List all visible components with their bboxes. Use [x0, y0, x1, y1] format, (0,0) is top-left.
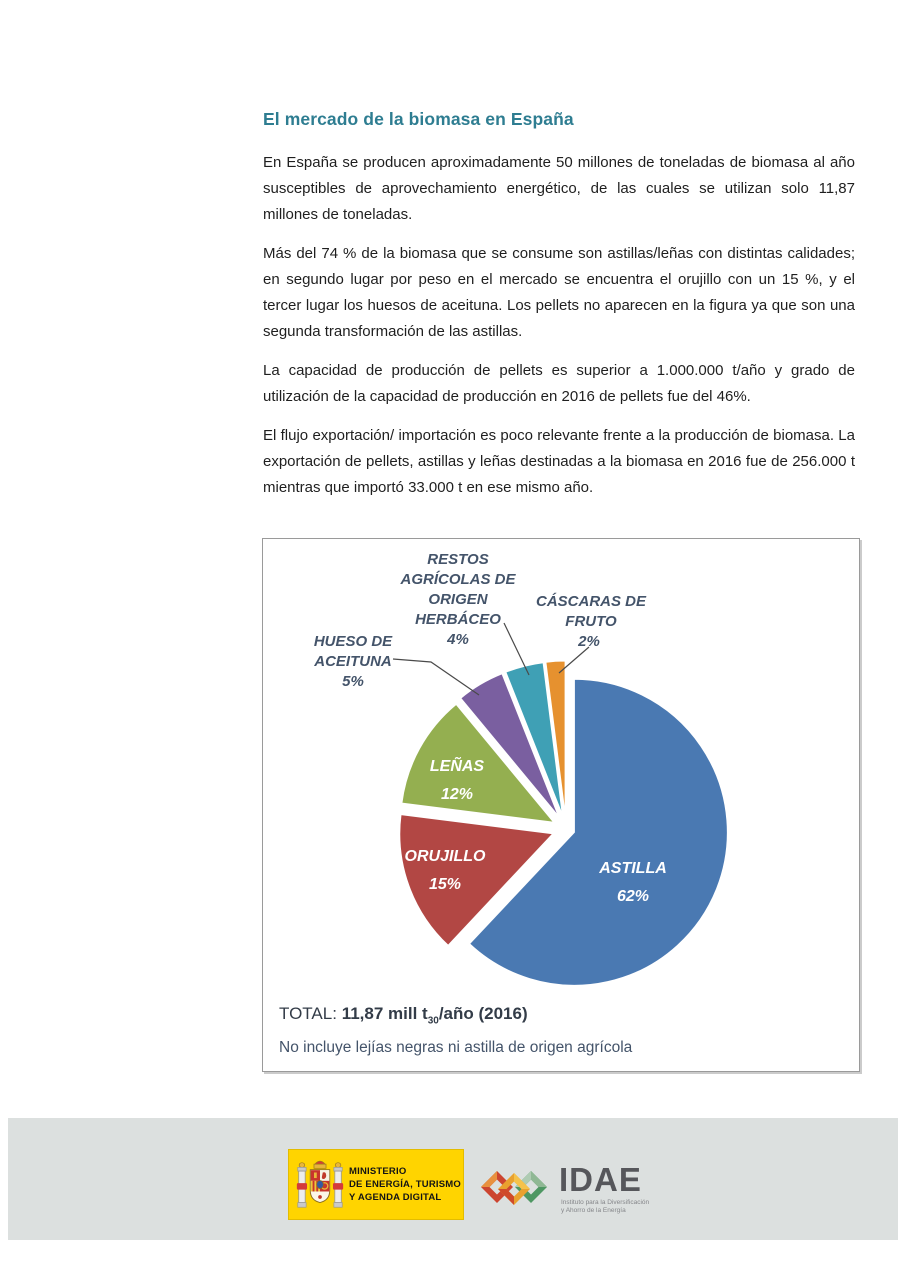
footer-band [8, 1118, 898, 1240]
ministry-text [349, 1165, 461, 1204]
pie-label-restos-pct: 4% [447, 631, 469, 648]
biomass-pie-chart-frame [262, 538, 860, 1072]
spain-coat-of-arms-icon [295, 1155, 345, 1215]
paragraph-4: El flujo exportación/ importación es poco relevante frente a la producción de biomasa. La exportación de pellets, astillas y leñas destinadas a la biomasa en 2016 fue de 256.000 t mientras que importó 33.000 t en ese mismo año. [263, 427, 855, 496]
idae-sub-line-1: Instituto para la Diversificación [561, 1199, 650, 1206]
pie-label-astilla-pct: 62% [616, 888, 650, 905]
pie-label-restos-4: HERBÁCEO [415, 611, 501, 628]
text-column [263, 109, 855, 514]
paragraph-3: La capacidad de producción de pellets es superior a 1.000.000 t/año y grado de utilización de la capacidad de producción en 2016 de pellets fue del 46%. [263, 362, 855, 405]
pie-label-cascaras-2: FRUTO [565, 613, 617, 630]
pie-label-orujillo: ORUJILLO [404, 848, 486, 865]
idae-logo-text: IDAE [559, 1161, 642, 1198]
chart-total-subscript: 30 [427, 1015, 439, 1027]
pie-label-restos-3: ORIGEN [428, 591, 488, 608]
chart-total-suffix: /año (2016) [438, 1004, 528, 1023]
chart-footnote: No incluye lejías negras ni astilla de origen agrícola [279, 1039, 633, 1057]
pie-label-cascaras-pct: 2% [578, 633, 600, 650]
paragraph-1: En España se producen aproximadamente 50 millones de toneladas de biomasa al año susceptibles de aprovechamiento energético, de las cuales se utilizan solo 11,87 millones de toneladas. [263, 154, 855, 223]
paragraph-2: Más del 74 % de la biomasa que se consume son astillas/leñas con distintas calidades; en segundo lugar por peso en el mercado se encuentra el orujillo con un 15 %, y el tercer lugar los huesos de aceituna. Los pellets no aparecen en la figura ya que son una segunda transformación de las astillas. [263, 245, 855, 340]
pie-label-lenas-pct: 12% [440, 786, 474, 803]
leader-line-restos [504, 623, 529, 675]
pie-label-orujillo-pct: 15% [428, 876, 462, 893]
pie-label-astilla: ASTILLA [599, 860, 667, 877]
page-title: El mercado de la biomasa en España [263, 109, 574, 129]
pie-label-hueso-2: ACEITUNA [314, 653, 392, 670]
biomass-pie-chart [263, 539, 859, 1071]
pie-label-restos-1: RESTOS [427, 551, 489, 568]
pie-label-cascaras-1: CÁSCARAS DE [535, 593, 647, 610]
leader-line-hueso [393, 659, 479, 695]
idae-logo-subtext [561, 1199, 649, 1214]
idae-rings-icon [480, 1155, 548, 1221]
pie-label-hueso-pct: 5% [342, 673, 364, 690]
chart-total-value: 11,87 mill t [341, 1004, 428, 1023]
ministry-logo [288, 1149, 464, 1220]
pie-label-hueso-1: HUESO DE [313, 633, 393, 650]
idae-sub-line-2: y Ahorro de la Energía [561, 1206, 626, 1214]
pie-slices [400, 661, 728, 985]
ministry-line-3: Y AGENDA DIGITAL [349, 1192, 442, 1203]
ministry-line-1: MINISTERIO [349, 1166, 407, 1177]
ministry-line-2: DE ENERGÍA, TURISMO [349, 1179, 462, 1190]
pie-label-lenas: LEÑAS [429, 758, 485, 775]
chart-total-label: TOTAL: [279, 1004, 337, 1023]
leader-line-cascaras [559, 647, 589, 673]
pie-label-restos-2: AGRÍCOLAS DE [400, 571, 516, 588]
chart-total-line [279, 999, 632, 1035]
chart-caption [279, 999, 632, 1061]
